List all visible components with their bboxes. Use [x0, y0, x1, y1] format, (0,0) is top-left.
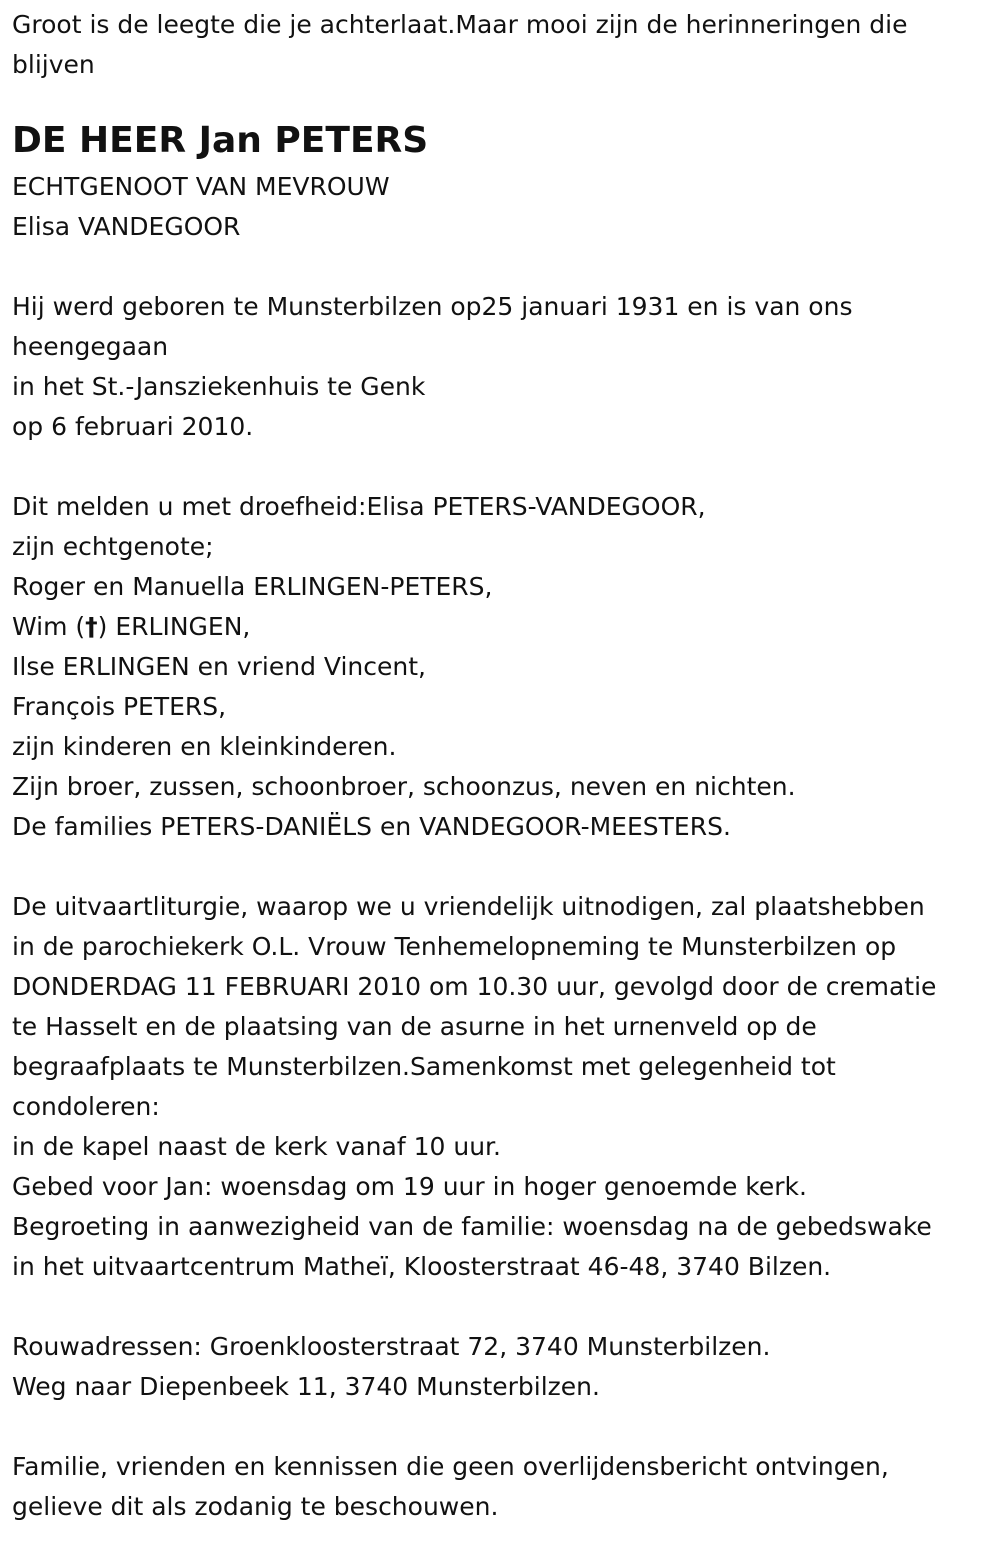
mourner-name-prefix: Wim ( [12, 612, 86, 641]
closing-line: gelieve dit als zodanig te beschouwen. [12, 1492, 499, 1521]
spouse-line: ECHTGENOOT VAN MEVROUW [12, 172, 390, 201]
mourners-line: zijn kinderen en kleinkinderen. [12, 732, 397, 761]
funeral-block [12, 887, 988, 1287]
addresses-block [12, 1327, 988, 1407]
closing-line: Familie, vrienden en kennissen die geen overlijdensbericht ontvingen, [12, 1452, 889, 1481]
birth-death-line: Hij werd geboren te Munsterbilzen op25 januari 1931 en is van ons [12, 292, 853, 321]
mourners-block [12, 487, 988, 847]
spouse-line: Elisa VANDEGOOR [12, 212, 241, 241]
mourners-line-deceased-son [12, 607, 988, 647]
funeral-line: in het uitvaartcentrum Matheï, Kloosterstraat 46-48, 3740 Bilzen. [12, 1252, 832, 1281]
address-line: Rouwadressen: Groenkloosterstraat 72, 3740 Munsterbilzen. [12, 1332, 771, 1361]
funeral-line: DONDERDAG 11 FEBRUARI 2010 om 10.30 uur, gevolgd door de crematie [12, 972, 937, 1001]
cross-icon: † [85, 612, 98, 641]
motto-line: blijven [12, 50, 95, 79]
mourners-line: Zijn broer, zussen, schoonbroer, schoonzus, neven en nichten. [12, 772, 796, 801]
deceased-name: DE HEER Jan PETERS [12, 120, 429, 161]
mourners-line: De families PETERS-DANIËLS en VANDEGOOR-MEESTERS. [12, 812, 731, 841]
funeral-line: Gebed voor Jan: woensdag om 19 uur in hoger genoemde kerk. [12, 1172, 807, 1201]
funeral-line: in de kapel naast de kerk vanaf 10 uur. [12, 1132, 501, 1161]
birth-death-line: in het St.-Jansziekenhuis te Genk [12, 372, 426, 401]
address-line: Weg naar Diepenbeek 11, 3740 Munsterbilzen. [12, 1372, 600, 1401]
mourners-line: François PETERS, [12, 692, 227, 721]
birth-death-line: op 6 februari 2010. [12, 412, 254, 441]
funeral-line: in de parochiekerk O.L. Vrouw Tenhemelopneming te Munsterbilzen op [12, 932, 897, 961]
birth-death-line: heengegaan [12, 332, 169, 361]
motto [12, 5, 988, 85]
mourners-line: Roger en Manuella ERLINGEN-PETERS, [12, 572, 493, 601]
obituary-notice [12, 5, 988, 1527]
birth-death-block [12, 287, 988, 447]
mourner-name-suffix: ) ERLINGEN, [97, 612, 251, 641]
mourners-line: zijn echtgenote; [12, 532, 214, 561]
mourners-line: Ilse ERLINGEN en vriend Vincent, [12, 652, 426, 681]
funeral-line: te Hasselt en de plaatsing van de asurne in het urnenveld op de [12, 1012, 817, 1041]
funeral-line: condoleren: [12, 1092, 160, 1121]
spouse-block [12, 167, 988, 247]
funeral-line: De uitvaartliturgie, waarop we u vriendelijk uitnodigen, zal plaatshebben [12, 892, 925, 921]
funeral-line: begraafplaats te Munsterbilzen.Samenkomst met gelegenheid tot [12, 1052, 836, 1081]
closing-block [12, 1447, 988, 1527]
funeral-line: Begroeting in aanwezigheid van de familie: woensdag na de gebedswake [12, 1212, 932, 1241]
motto-line: Groot is de leegte die je achterlaat.Maar mooi zijn de herinneringen die [12, 10, 908, 39]
mourners-line: Dit melden u met droefheid:Elisa PETERS-VANDEGOOR, [12, 492, 706, 521]
